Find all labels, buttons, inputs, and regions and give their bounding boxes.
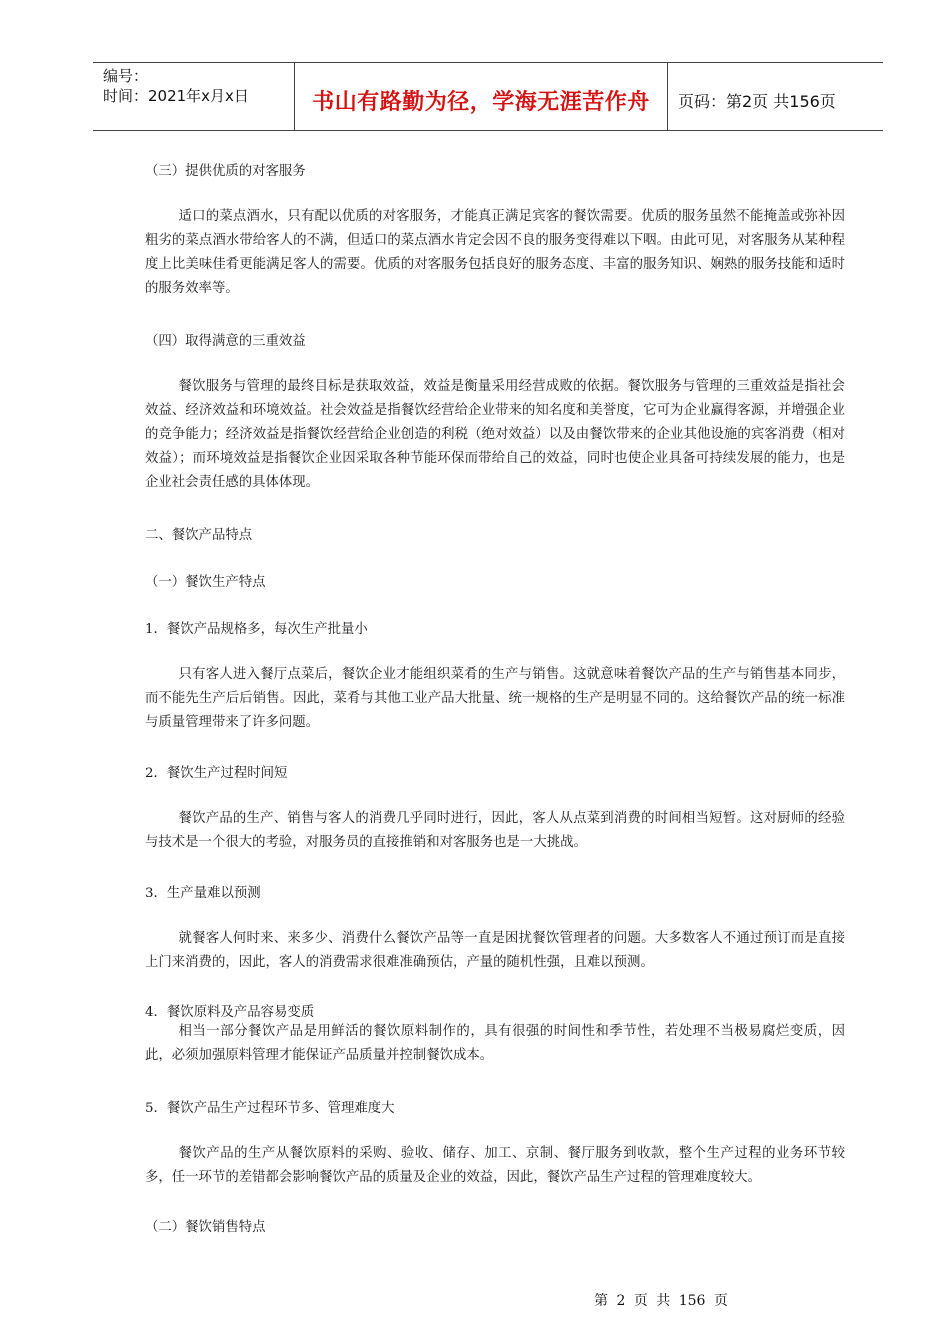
paragraph: 相当一部分餐饮产品是用鲜活的餐饮原料制作的，具有很强的时间性和季节性，若处理不当极易腐烂变质，因此，必须加强原料管理才能保证产品质量并控制餐饮成本。: [145, 1024, 845, 1063]
header-page-cell: [668, 63, 883, 130]
part-heading: 二、餐饮产品特点: [145, 528, 253, 543]
paragraph: 餐饮产品的生产从餐饮原料的采购、验收、储存、加工、京制、餐厅服务到收款，整个生产过程的业务环节较多，任一环节的差错都会影响餐饮产品的质量及企业的效益，因此，餐饮产品生产过程的管理难度较大。: [145, 1146, 845, 1185]
document-number-label: 编号：: [103, 67, 149, 85]
document-header: [93, 62, 883, 131]
paragraph: 餐饮产品的生产、销售与客人的消费几乎同时进行，因此，客人从点菜到消费的时间相当短暂。这对厨师的经验与技术是一个很大的考验，对服务员的直接推销和对客服务也是一大挑战。: [145, 811, 845, 850]
header-page-number: 页码：第2页 共156页: [678, 92, 836, 111]
paragraph: 就餐客人何时来、来多少、消费什么餐饮产品等一直是困扰餐饮管理者的问题。大多数客人不通过预订而是直接上门来消费的，因此，客人的消费需求很难准确预估，产量的随机性强，且难以预测。: [145, 931, 845, 970]
section-heading: （三）提供优质的对客服务: [145, 164, 306, 179]
paragraph: 适口的菜点酒水，只有配以优质的对客服务，才能真正满足宾客的餐饮需要。优质的服务虽然不能掩盖或弥补因粗劣的菜点酒水带给客人的不满，但适口的菜点酒水肯定会因不良的服务变得难以下咽。由此可见，对客服务从某种程度上比美味佳肴更能满足客人的需要。优质的对客服务包括良好的服务态度、丰富的服务知识、娴熟的服务技能和适时的服务效率等。: [145, 209, 845, 296]
header-motto-cell: [294, 63, 668, 130]
list-item-heading: 2．餐饮生产过程时间短: [145, 766, 288, 781]
subsection-heading: （一）餐饮生产特点: [145, 575, 266, 590]
subsection-heading: （二）餐饮销售特点: [145, 1220, 266, 1235]
list-item-heading: 3．生产量难以预测: [145, 886, 261, 901]
list-item-heading: 5．餐饮产品生产过程环节多、管理难度大: [145, 1101, 395, 1116]
list-item-heading: 1．餐饮产品规格多，每次生产批量小: [145, 622, 368, 637]
page-footer: 第 2 页 共 156 页: [594, 1293, 728, 1309]
paragraph: 只有客人进入餐厅点菜后，餐饮企业才能组织菜肴的生产与销售。这就意味着餐饮产品的生产与销售基本同步，而不能先生产后后销售。因此，菜肴与其他工业产品大批量、统一规格的生产是明显不同的。这给餐饮产品的统一标准与质量管理带来了许多问题。: [145, 667, 845, 730]
document-time-label: 时间：2021年x月x日: [103, 87, 249, 105]
header-motto: 书山有路勤为径，学海无涯苦作舟: [312, 90, 650, 115]
section-heading: （四）取得满意的三重效益: [145, 334, 306, 349]
list-item-heading: 4．餐饮原料及产品容易变质: [145, 1005, 315, 1020]
paragraph: 餐饮服务与管理的最终目标是获取效益，效益是衡量采用经营成败的依据。餐饮服务与管理的三重效益是指社会效益、经济效益和环境效益。社会效益是指餐饮经营给企业带来的知名度和美誉度，它可为企业赢得客源，并增强企业的竞争能力；经济效益是指餐饮经营给企业创造的利税（绝对效益）以及由餐饮带来的企业其他设施的宾客消费（相对效益）；而环境效益是指餐饮企业因采取各种节能环保而带给自己的效益，同时也使企业具备可持续发展的能力，也是企业社会责任感的具体体现。: [145, 379, 845, 490]
header-meta-cell: [93, 63, 294, 130]
